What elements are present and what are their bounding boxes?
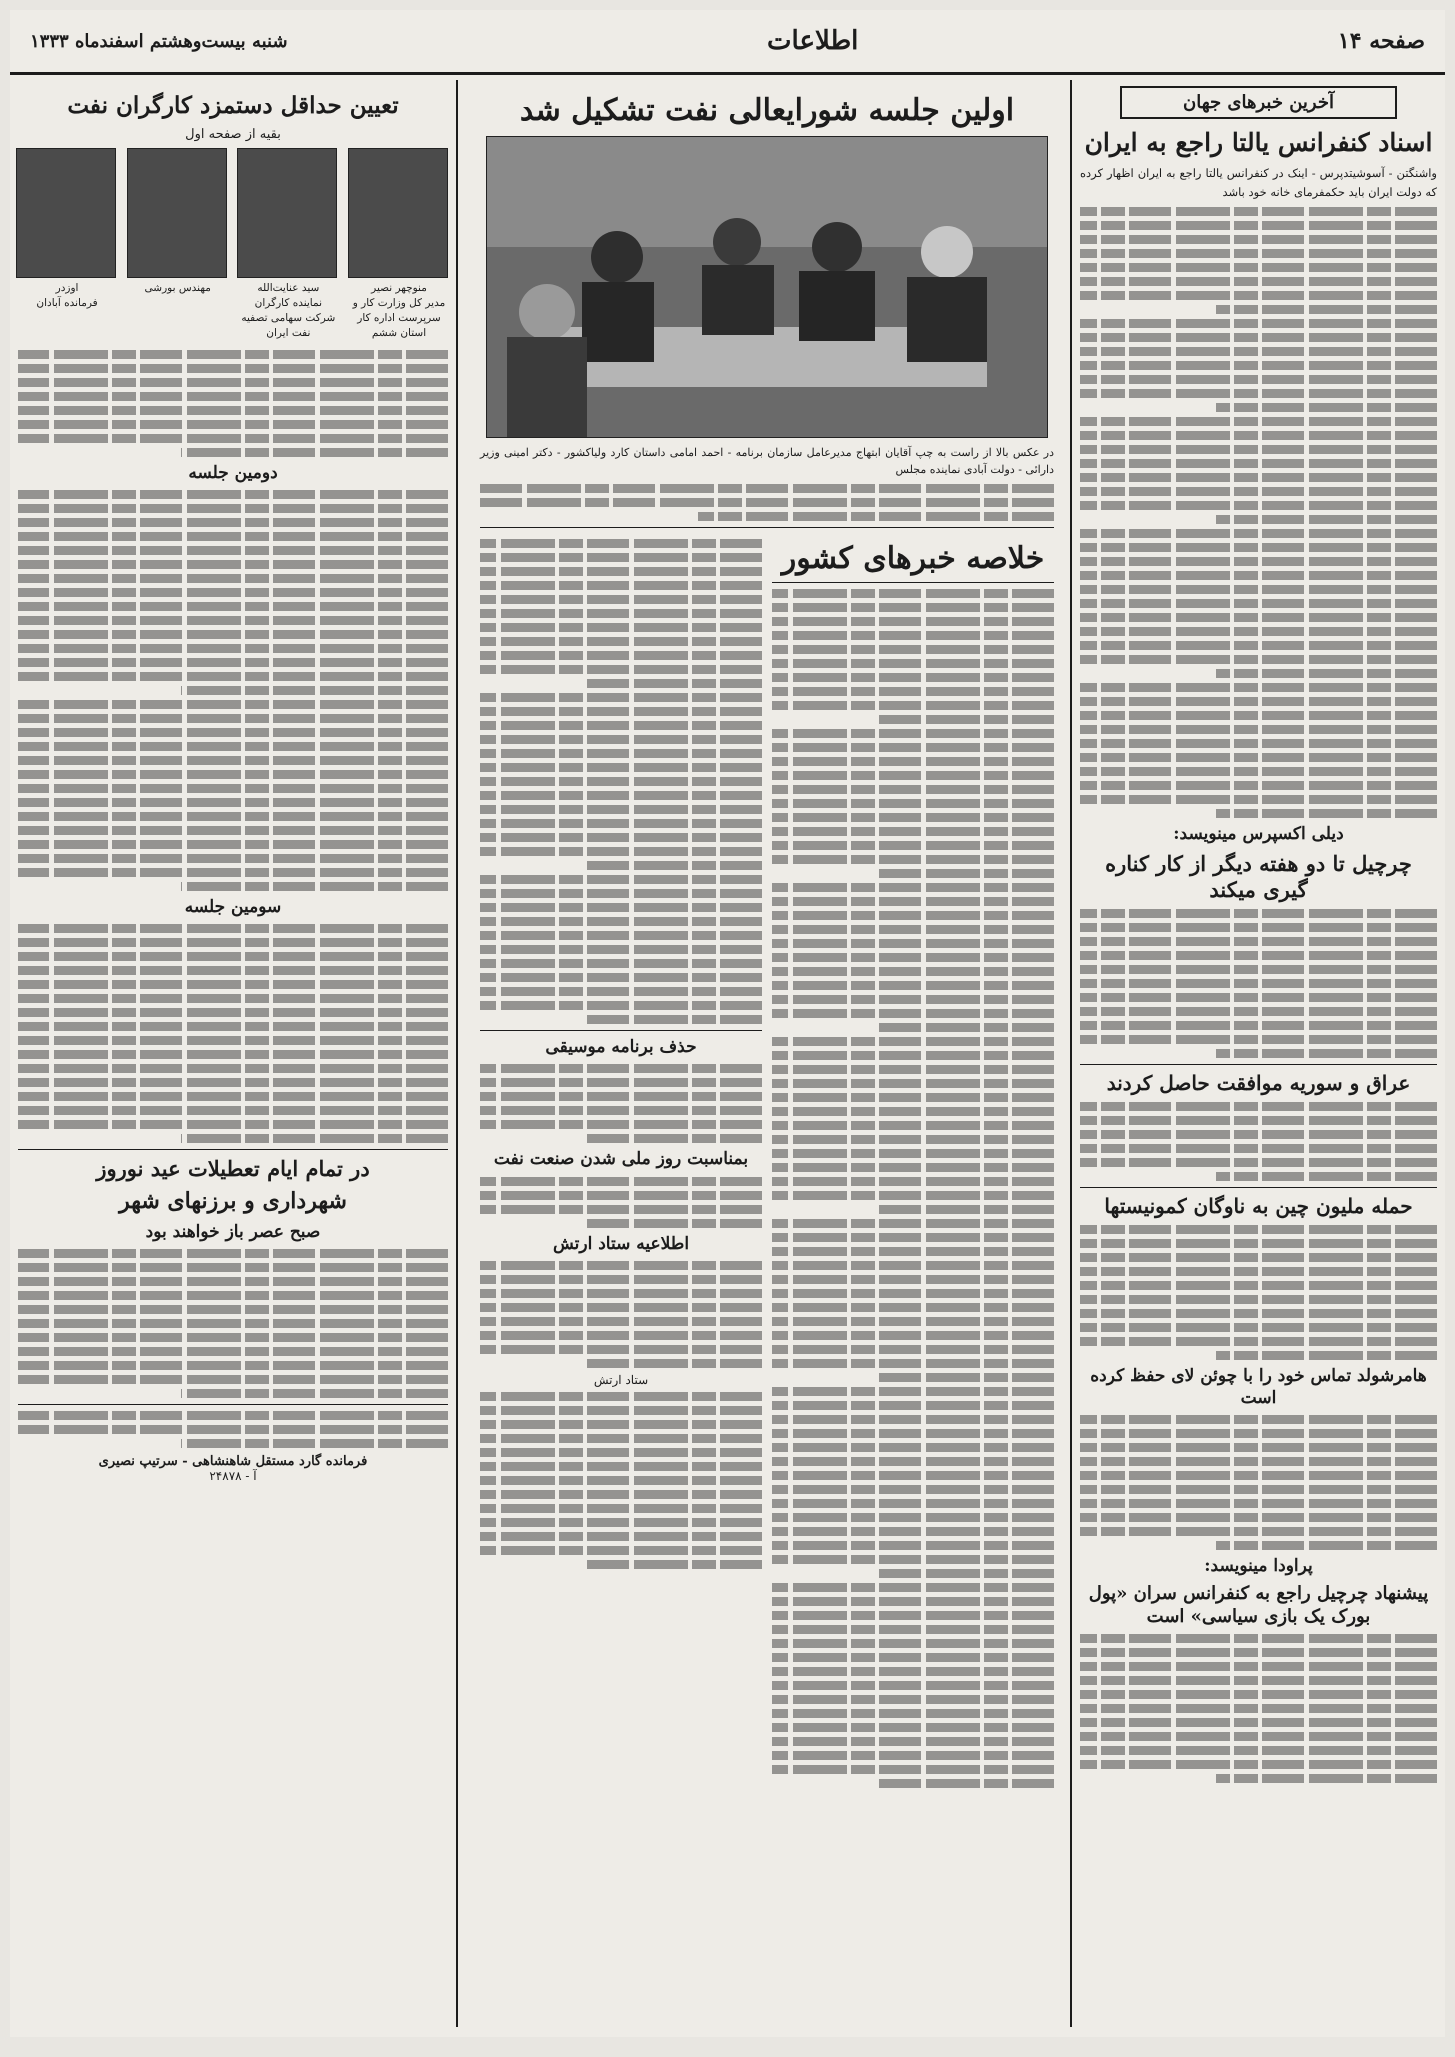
pravda-body [1080,1634,1437,1783]
newspaper-page [10,10,1445,2037]
army-notice-headline: اطلاعیه ستاد ارتش [552,1233,690,1254]
photo-caption [480,444,1054,522]
council-body [480,539,762,1024]
portrait-name: اوزدر [55,281,79,294]
wage-body-3 [18,924,448,1143]
guard-notice-body [18,1411,448,1448]
portrait-role: مدیر کل وزارت کار و سرپرست اداره کار استان ششم [352,296,446,340]
iraq-syria-headline: عراق و سوریه موافقت حاصل کردند [1106,1071,1411,1096]
portrait-caption [239,281,337,342]
nowruz-body [18,1249,448,1398]
portrait-3 [129,148,227,342]
paper-title: اطلاعات [767,26,859,56]
yalta-lead [1080,164,1437,201]
daily-express-kicker: دیلی اکسپرس مینویسد: [1173,823,1344,844]
nationalization-headline: بمناسبت روز ملی شدن صنعت نفت [493,1149,749,1170]
hammarskjold-body [1080,1415,1437,1550]
music-headline: حذف برنامه موسیقی [545,1037,697,1058]
wage-continued: بقیه از صفحه اول [185,126,281,142]
portraits-row [18,148,448,342]
army-notice-body [480,1261,762,1368]
churchill-headline: چرچیل تا دو هفته دیگر از کار کناره گیری میکند [1105,850,1412,902]
misc-body [480,1392,762,1569]
china-attack-body [1080,1225,1437,1360]
world-news-box-title: آخرین خبرهای جهان [1120,86,1397,119]
wage-body-1 [18,350,448,457]
army-notice-sign: ستاد ارتش [593,1372,649,1387]
national-news-body [772,589,1054,1788]
left-column [10,80,458,2027]
council-meeting-photo [486,136,1048,438]
portrait-2 [239,148,337,342]
yalta-headline: اسناد کنفرانس یالتا راجع به ایران [1084,128,1433,157]
center-right-subcolumn [772,534,1054,1793]
issue-date: شنبه بیست‌وهشتم اسفندماه ۱۳۳۳ [30,30,288,52]
oil-council-headline: اولین جلسه شورایعالی نفت تشکیل شد [519,93,1015,128]
national-news-headline: خلاصه خبرهای کشور [772,540,1054,583]
portrait-photo [16,148,116,278]
nowruz-title: در تمام ایام تعطیلات عید نوروز [96,1156,370,1182]
portrait-1 [350,148,448,342]
wage-headline: تعیین حداقل دستمزد کارگران نفت [67,92,399,119]
portrait-role: نماینده کارگران شرکت سهامی تصفیه نفت ایران [241,296,336,340]
portrait-photo [127,148,227,278]
notice-code: آ - ۲۴۸۷۸ [209,1469,257,1484]
iraq-syria-body [1080,1102,1437,1181]
wage-body-2 [18,490,448,891]
council-photo-art [487,137,1047,437]
china-attack-headline: حمله ملیون چین به ناوگان کمونیستها [1104,1194,1413,1219]
center-left-subcolumn [480,534,762,1793]
portrait-name: منوچهر نصیر [371,281,427,294]
portrait-name: سید عنایت‌الله [257,281,320,294]
yalta-lead-text: واشنگتن - آسوشیتدپرس - اینک در کنفرانس یالتا راجع به ایران اظهار کرده که دولت ایران باید حکمفرمای خانه خود باشد [1080,166,1437,199]
world-news-column [1070,80,1445,2027]
hammarskjold-headline: هامرشولد تماس خود را با چوئن لای حفظ کرده است [1090,1366,1427,1408]
portrait-photo [348,148,448,278]
center-column [472,80,1062,2027]
portrait-caption [129,281,227,296]
pravda-headline: پیشنهاد چرچیل راجع به کنفرانس سران «پول بورک یک بازی سیاسی» است [1088,1583,1429,1627]
portrait-name: مهندس بورشی [144,281,211,294]
guard-signature: فرمانده گارد مستقل شاهنشاهی - سرتیپ نصیری [98,1454,368,1470]
second-session-heading: دومین جلسه [188,462,278,483]
portrait-caption [18,281,116,311]
portrait-4 [18,148,116,342]
center-two-columns [480,534,1054,1793]
pravda-kicker: پراودا مینویسد: [1204,1555,1313,1576]
nationalization-body [480,1177,762,1228]
masthead [10,10,1445,75]
portrait-caption [350,281,448,342]
nowruz-subheadline: صبح عصر باز خواهند بود [145,1221,321,1242]
portrait-role: فرمانده آبادان [36,296,98,309]
third-session-heading: سومین جلسه [184,896,282,917]
yalta-body [1080,207,1437,818]
portrait-photo [237,148,337,278]
photo-caption-text: در عکس بالا از راست به چپ آقایان ابتهاج مدیرعامل سازمان برنامه - احمد امامی داستان کارد ولیاکشور - دکتر امینی وزیر دارائی - دولت آبادی نماینده مجلس [480,445,1054,477]
nowruz-headline: شهرداری و برزنهای شهر [119,1188,347,1215]
page-number: صفحه ۱۴ [1337,28,1425,54]
music-body [480,1064,762,1143]
churchill-body [1080,909,1437,1058]
